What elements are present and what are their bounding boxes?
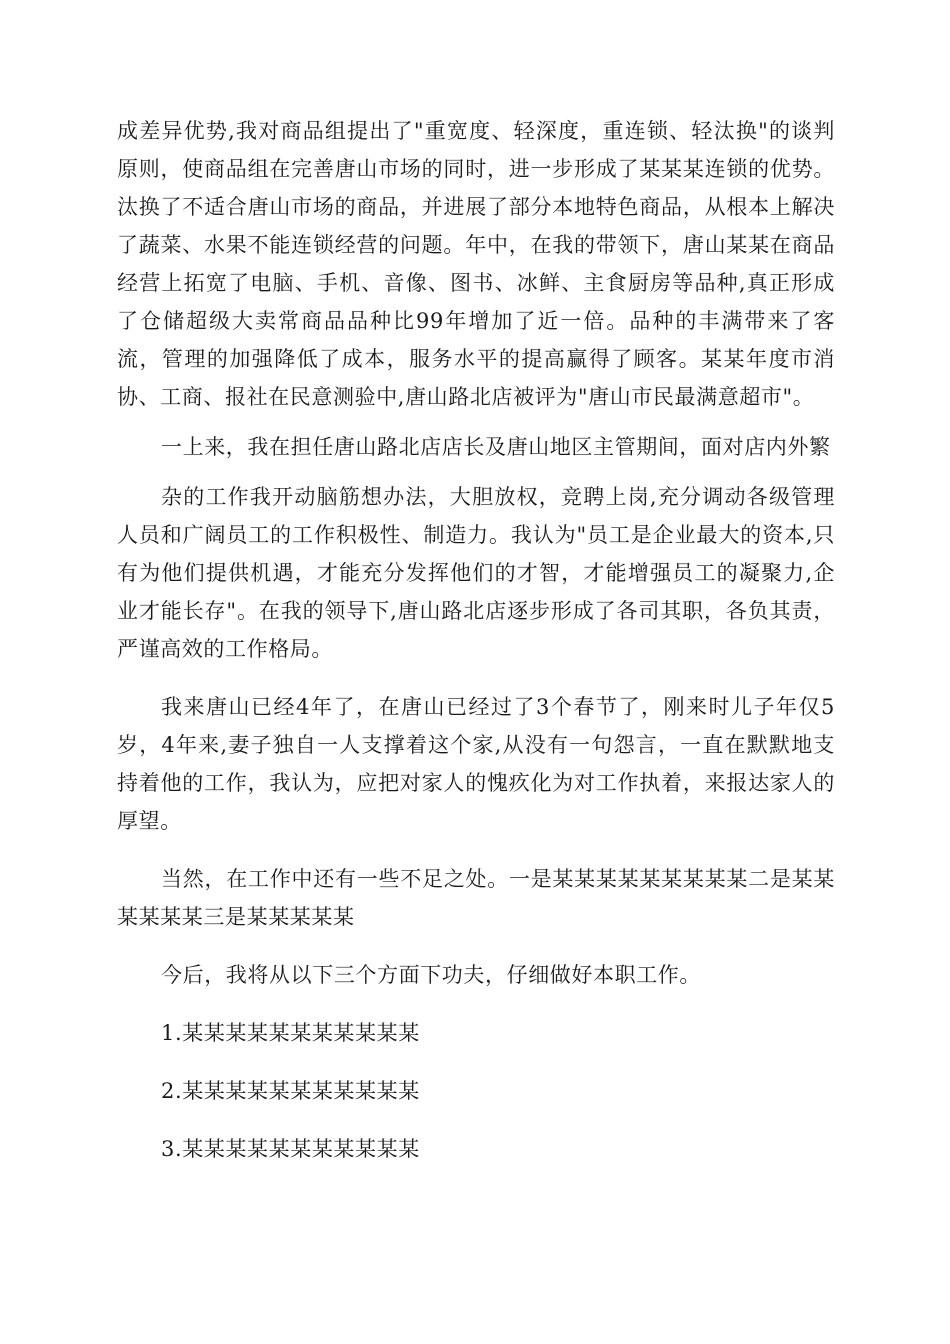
paragraph-5: 当然，在工作中还有一些不足之处。一是某某某某某某某某某二是某某某某某某三是某某某某某: [117, 867, 835, 929]
list-item-3: 3.某某某某某某某某某某某: [161, 1137, 420, 1161]
paragraph-1: 成差异优势,我对商品组提出了"重宽度、轻深度，重连锁、轻汰换"的谈判原则，使商品组在完善唐山市场的同时，进一步形成了某某某连锁的优势。汰换了不适合唐山市场的商品，并进展了部分本地特色商品，从根本上解决了蔬菜、水果不能连锁经营的问题。年中，在我的带领下，唐山某某在商品经营上拓宽了电脑、手机、音像、图书、冰鲜、主食厨房等品种,真正形成了仓储超级大卖常商品品种比99年增加了近一倍。品种的丰满带来了客流，管理的加强降低了成本，服务水平的提高赢得了顾客。某某年度市消协、工商、报社在民意测验中,唐山路北店被评为"唐山市民最满意超市"。: [117, 119, 835, 409]
document-body: [117, 112, 835, 1188]
paragraph-3: 杂的工作我开动脑筋想办法，大胆放权，竞聘上岗,充分调动各级管理人员和广阔员工的工作积极性、制造力。我认为"员工是企业最大的资本,只有为他们提供机遇，才能充分发挥他们的才智，才能增强员工的凝聚力,企业才能长存"。在我的领导下,唐山路北店逐步形成了各司其职，各负其责，严谨高效的工作格局。: [117, 485, 835, 661]
paragraph-2: 一上来，我在担任唐山路北店店长及唐山地区主管期间，面对店内外繁: [161, 435, 831, 459]
paragraph-4: 我来唐山已经4年了，在唐山已经过了3个春节了，刚来时儿子年仅5岁，4年来,妻子独自一人支撑着这个家,从没有一句怨言，一直在默默地支持着他的工作，我认为，应把对家人的愧疚化为对工作执着，来报达家人的厚望。: [117, 695, 835, 833]
list-item-1: 1.某某某某某某某某某某某: [161, 1021, 420, 1045]
paragraph-6: 今后，我将从以下三个方面下功夫，仔细做好本职工作。: [161, 963, 701, 987]
list-item-2: 2.某某某某某某某某某某某: [161, 1079, 420, 1103]
